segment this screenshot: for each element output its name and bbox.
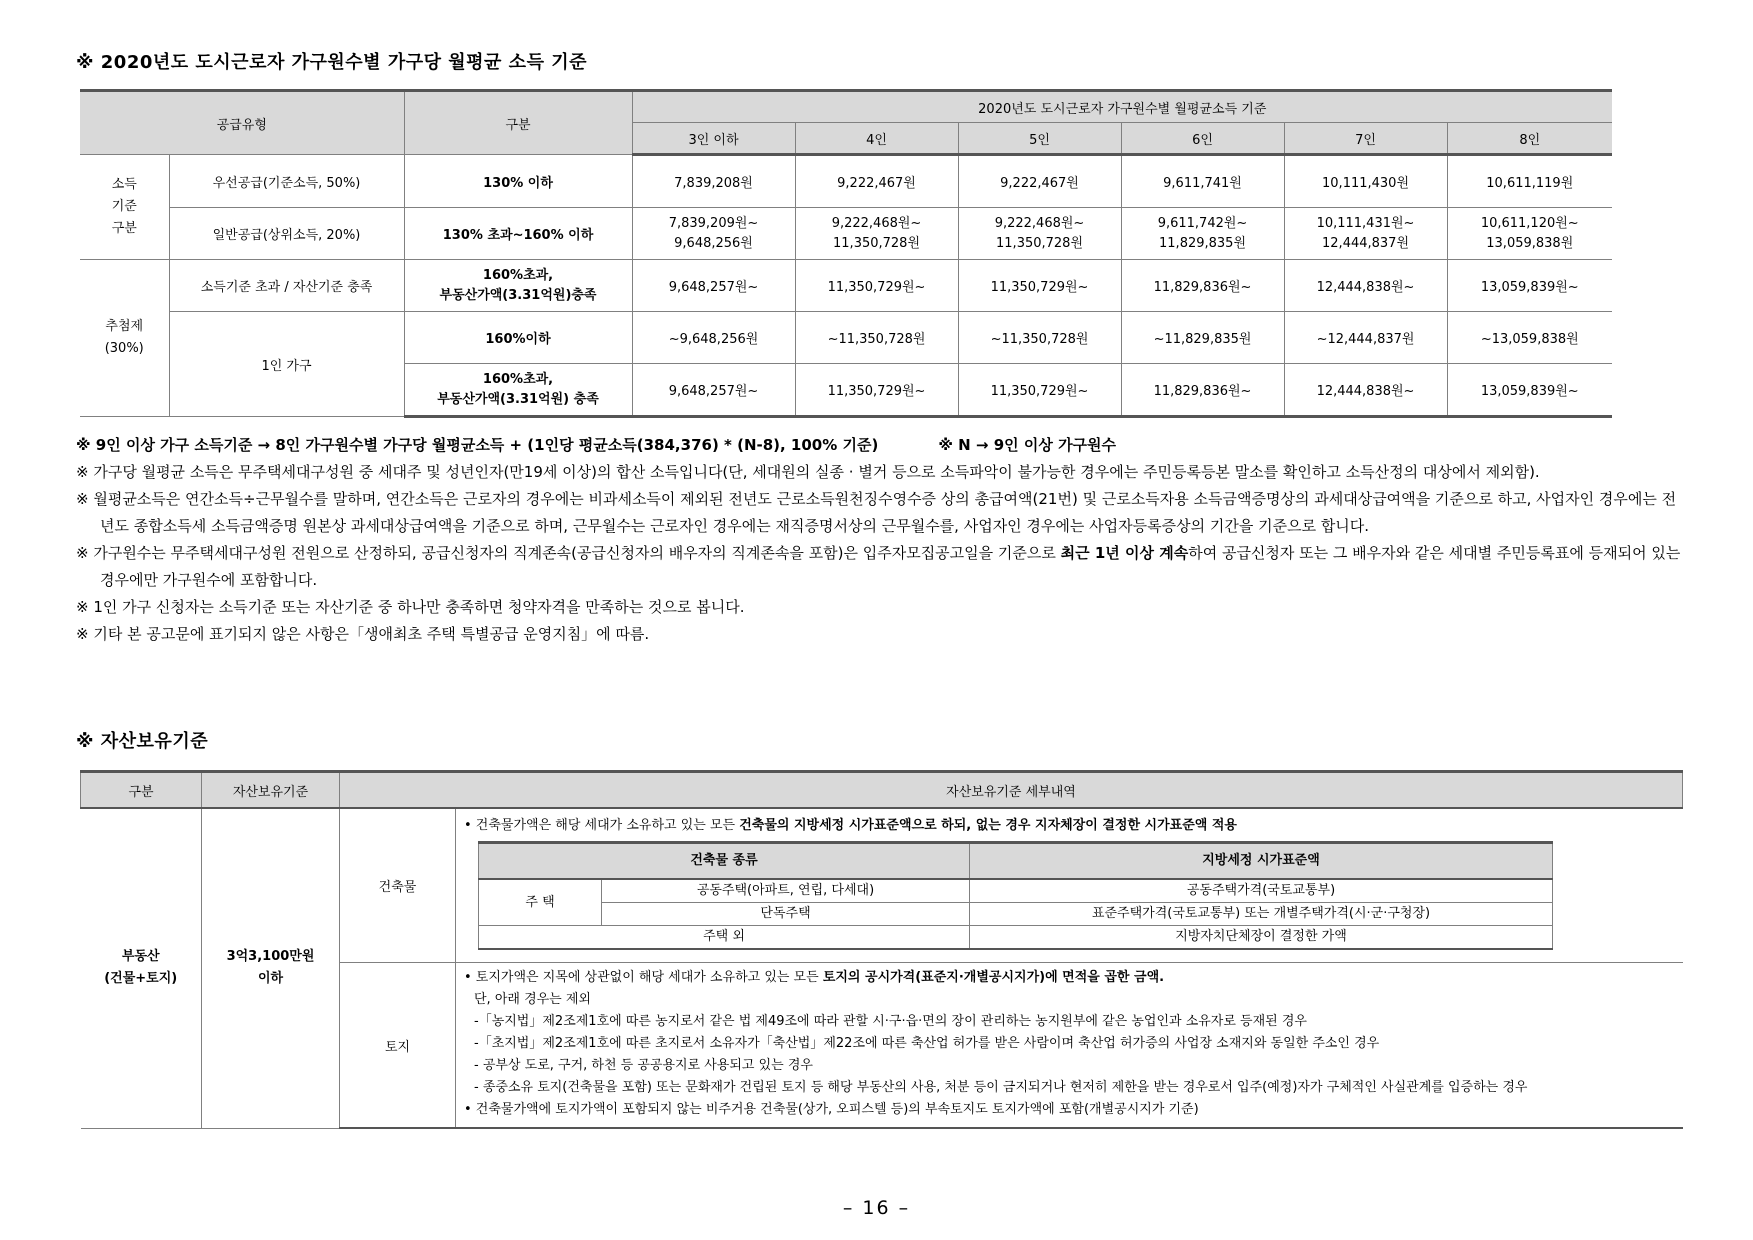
land-line: -「농지법」제2조제1호에 따른 농지로서 같은 법 제49조에 따라 관할 시·구·읍·면의 장이 관리하는 농지원부에 같은 농업인과 소유자로 등재된 경우 xyxy=(474,1014,1307,1029)
cell-value: 11,829,836원~ xyxy=(1121,260,1284,312)
note-text: 하여 공급신청자 또는 그 배우자와 같은 세대별 주민등록표에 등재되어 있는 경우에만 가구원수에 포함합니다. xyxy=(100,544,1681,589)
desc-text: • 토지가액은 지목에 상관없이 해당 세대가 소유하고 있는 모든 xyxy=(464,970,823,985)
asset-header-division: 구분 xyxy=(81,772,202,809)
cell-value: 10,111,430원 xyxy=(1284,155,1447,208)
cell-value xyxy=(1121,208,1284,260)
notes-list xyxy=(76,432,1686,648)
row-division: 130% 초과~160% 이하 xyxy=(404,208,632,260)
value-line: 11,350,728원 xyxy=(833,235,921,251)
header-supply-type: 공급유형 xyxy=(80,91,404,155)
cell-value xyxy=(1284,208,1447,260)
cell-value xyxy=(632,208,795,260)
row-type: 우선공급(기준소득, 50%) xyxy=(169,155,404,208)
note-item: ※ 가구당 월평균 소득은 무주택세대구성원 중 세대주 및 성년인자(만19세 이상)의 합산 소득입니다(단, 세대원의 실종 · 별거 등으로 소득파악이 불가능한 경우에는 주민등록등본 말소를 확인하고 소득산정의 대상에서 제외함). xyxy=(76,463,1540,481)
cell-value: ~11,350,728원 xyxy=(795,312,958,364)
row-type: 일반공급(상위소득, 20%) xyxy=(169,208,404,260)
value-line: 12,444,837원 xyxy=(1322,235,1410,251)
inner-cell: 공동주택(아파트, 연립, 다세대) xyxy=(602,879,970,903)
note-emphasis: 최근 1년 이상 계속 xyxy=(1060,544,1189,562)
page-number: – 16 – xyxy=(842,1197,911,1219)
cell-value: 7,839,208원 xyxy=(632,155,795,208)
cell-value xyxy=(958,208,1121,260)
header-col-3: 3인 이하 xyxy=(632,123,795,155)
cell-value: ~11,350,728원 xyxy=(958,312,1121,364)
note-item: ※ 1인 가구 신청자는 소득기준 또는 자산기준 중 하나만 충족하면 청약자격을 만족하는 것으로 봅니다. xyxy=(76,598,745,616)
income-group-label xyxy=(80,155,169,260)
inner-cell: 단독주택 xyxy=(602,903,970,926)
cell-value: 10,611,119원 xyxy=(1447,155,1612,208)
land-line: - 종중소유 토지(건축물을 포함) 또는 문화재가 건립된 토지 등 해당 부동산의 사용, 처분 등이 금지되거나 현저히 제한을 받는 경우로서 입주(예정)자가 구체적인 사실관계를 입증하는 경우 xyxy=(474,1080,1528,1095)
table-row xyxy=(81,808,1683,963)
table-row xyxy=(80,260,1612,312)
land-line: 단, 아래 경우는 제외 xyxy=(474,992,591,1007)
cell-value: 11,350,729원~ xyxy=(795,364,958,417)
header-col-4: 4인 xyxy=(795,123,958,155)
group-label-line: 소득 xyxy=(111,177,137,192)
cell-value: 13,059,839원~ xyxy=(1447,364,1612,417)
land-label: 토지 xyxy=(340,963,456,1129)
asset-category xyxy=(81,808,202,1128)
cell-value: 11,829,836원~ xyxy=(1121,364,1284,417)
value-line: 10,611,120원~ xyxy=(1480,215,1579,231)
value-line: 9,222,468원~ xyxy=(831,215,922,231)
income-standard-table xyxy=(80,89,1612,418)
value-line: 9,611,742원~ xyxy=(1157,215,1248,231)
standard-line: 3억3,100만원 xyxy=(226,949,315,965)
land-detail xyxy=(456,963,1683,1129)
group-label-line: (30%) xyxy=(104,341,144,356)
cell-value: 9,648,257원~ xyxy=(632,364,795,417)
inner-header-type: 건축물 종류 xyxy=(479,843,970,880)
row-division xyxy=(404,364,632,417)
cell-value: 12,444,838원~ xyxy=(1284,260,1447,312)
land-line: - 공부상 도로, 구거, 하천 등 공공용지로 사용되고 있는 경우 xyxy=(474,1058,813,1073)
header-col-6: 6인 xyxy=(1121,123,1284,155)
building-label: 건축물 xyxy=(340,808,456,963)
category-line: (건물+토지) xyxy=(104,971,178,987)
value-line: 9,648,256원 xyxy=(674,235,753,251)
inner-cell: 지방자치단체장이 결정한 가액 xyxy=(970,926,1553,950)
land-line: • 건축물가액에 토지가액이 포함되지 않는 비주거용 건축물(상가, 오피스텔 등)의 부속토지도 토지가액에 포함(개별공시지가 기준) xyxy=(464,1102,1199,1117)
cell-value: 9,611,741원 xyxy=(1121,155,1284,208)
group-label-line: 구분 xyxy=(111,221,137,236)
cell-value: 12,444,838원~ xyxy=(1284,364,1447,417)
asset-standard-value xyxy=(202,808,340,1128)
asset-header-detail: 자산보유기준 세부내역 xyxy=(340,772,1683,809)
note-item: ※ 기타 본 공고문에 표기되지 않은 사항은「생애최초 주택 특별공급 운영지침」에 따름. xyxy=(76,625,650,643)
cell-value: ~9,648,256원 xyxy=(632,312,795,364)
group-label-line: 추첨제 xyxy=(105,319,144,334)
division-line: 부동산가액(3.31억원) 충족 xyxy=(437,391,599,407)
cell-value: ~11,829,835원 xyxy=(1121,312,1284,364)
note-item xyxy=(76,432,1686,459)
cell-value: ~12,444,837원 xyxy=(1284,312,1447,364)
inner-cell: 주택 외 xyxy=(479,926,970,950)
inner-header-value: 지방세정 시가표준액 xyxy=(970,843,1553,880)
category-line: 부동산 xyxy=(121,949,160,965)
value-line: 7,839,209원~ xyxy=(668,215,759,231)
row-type: 소득기준 초과 / 자산기준 충족 xyxy=(169,260,404,312)
header-income-group: 2020년도 도시근로자 가구원수별 월평균소득 기준 xyxy=(632,91,1612,123)
division-line: 160%초과, xyxy=(482,371,554,387)
cell-value: 11,350,729원~ xyxy=(795,260,958,312)
note-text: ※ N → 9인 이상 가구원수 xyxy=(938,436,1117,454)
group-label-line: 기준 xyxy=(111,199,137,214)
note-item xyxy=(76,540,1686,594)
note-text: ※ 9인 이상 가구 소득기준 → 8인 가구원수별 가구당 월평균소득 + (1인당 평균소득(384,376) * (N-8), 100% 기준) xyxy=(76,436,879,454)
value-line: 11,350,728원 xyxy=(996,235,1084,251)
header-division: 구분 xyxy=(404,91,632,155)
note-item: ※ 월평균소득은 연간소득÷근무월수를 말하며, 연간소득은 근로자의 경우에는 비과세소득이 제외된 전년도 근로소득원천징수영수증 상의 총급여액(21번) 및 근로소득자용 소득금액증명상의 과세대상급여액을 기준으로 하고, 사업자인 경우에는 전년도 종합소득세 소득금액증명 원본상 과세대상급여액을 기준으로 하며, 근무월수는 근로자인 경우에는 재직증명서상의 근무월수를, 사업자인 경우에는 사업자등록증상의 기간을 기준으로 합니다. xyxy=(76,490,1677,535)
desc-text: • 건축물가액은 해당 세대가 소유하고 있는 모든 xyxy=(464,818,740,833)
land-line: -「초지법」제2조제1호에 따른 초지로서 소유자가「축산법」제22조에 따른 축산업 허가를 받은 사람이며 축산업 허가증의 사업장 소재지와 동일한 주소인 경우 xyxy=(474,1036,1380,1051)
cell-value: 11,350,729원~ xyxy=(958,364,1121,417)
inner-house-label: 주 택 xyxy=(479,879,602,926)
cell-value: 9,222,467원 xyxy=(958,155,1121,208)
note-text: ※ 가구원수는 무주택세대구성원 전원으로 산정하되, 공급신청자의 직계존속(공급신청자의 배우자의 직계존속을 포함)은 입주자모집공고일을 기준으로 xyxy=(76,544,1061,562)
table-row xyxy=(80,155,1612,208)
land-desc xyxy=(464,967,1671,989)
desc-emphasis: 건축물의 지방세정 시가표준액으로 하되, 없는 경우 지자체장이 결정한 시가표준액 적용 xyxy=(739,818,1237,833)
desc-emphasis: 토지의 공시가격(표준지·개별공시지가)에 면적을 곱한 금액. xyxy=(822,970,1165,985)
cell-value: 13,059,839원~ xyxy=(1447,260,1612,312)
inner-cell: 공동주택가격(국토교통부) xyxy=(970,879,1553,903)
inner-cell: 표준주택가격(국토교통부) 또는 개별주택가격(시·군·구청장) xyxy=(970,903,1553,926)
lottery-group-label xyxy=(80,260,169,417)
table-row xyxy=(80,312,1612,364)
division-line: 160%초과, xyxy=(482,267,554,283)
header-col-7: 7인 xyxy=(1284,123,1447,155)
header-col-5: 5인 xyxy=(958,123,1121,155)
value-line: 11,829,835원 xyxy=(1159,235,1247,251)
building-desc xyxy=(464,815,1671,837)
building-type-table xyxy=(478,841,1553,950)
row-division: 130% 이하 xyxy=(404,155,632,208)
asset-standard-table xyxy=(80,770,1683,1129)
cell-value: 9,648,257원~ xyxy=(632,260,795,312)
cell-value xyxy=(1447,208,1612,260)
cell-value xyxy=(795,208,958,260)
income-section-title: ※ 2020년도 도시근로자 가구원수별 가구당 월평균 소득 기준 xyxy=(76,52,587,73)
row-type: 1인 가구 xyxy=(169,312,404,417)
asset-section-title: ※ 자산보유기준 xyxy=(76,731,209,752)
value-line: 13,059,838원 xyxy=(1486,235,1574,251)
asset-header-standard: 자산보유기준 xyxy=(202,772,340,809)
row-division xyxy=(404,260,632,312)
building-detail xyxy=(456,808,1683,963)
cell-value: ~13,059,838원 xyxy=(1447,312,1612,364)
standard-line: 이하 xyxy=(257,971,284,987)
cell-value: 9,222,467원 xyxy=(795,155,958,208)
value-line: 10,111,431원~ xyxy=(1316,215,1415,231)
value-line: 9,222,468원~ xyxy=(994,215,1085,231)
cell-value: 11,350,729원~ xyxy=(958,260,1121,312)
division-line: 부동산가액(3.31억원)충족 xyxy=(439,287,597,303)
table-row xyxy=(80,208,1612,260)
header-col-8: 8인 xyxy=(1447,123,1612,155)
row-division: 160%이하 xyxy=(404,312,632,364)
